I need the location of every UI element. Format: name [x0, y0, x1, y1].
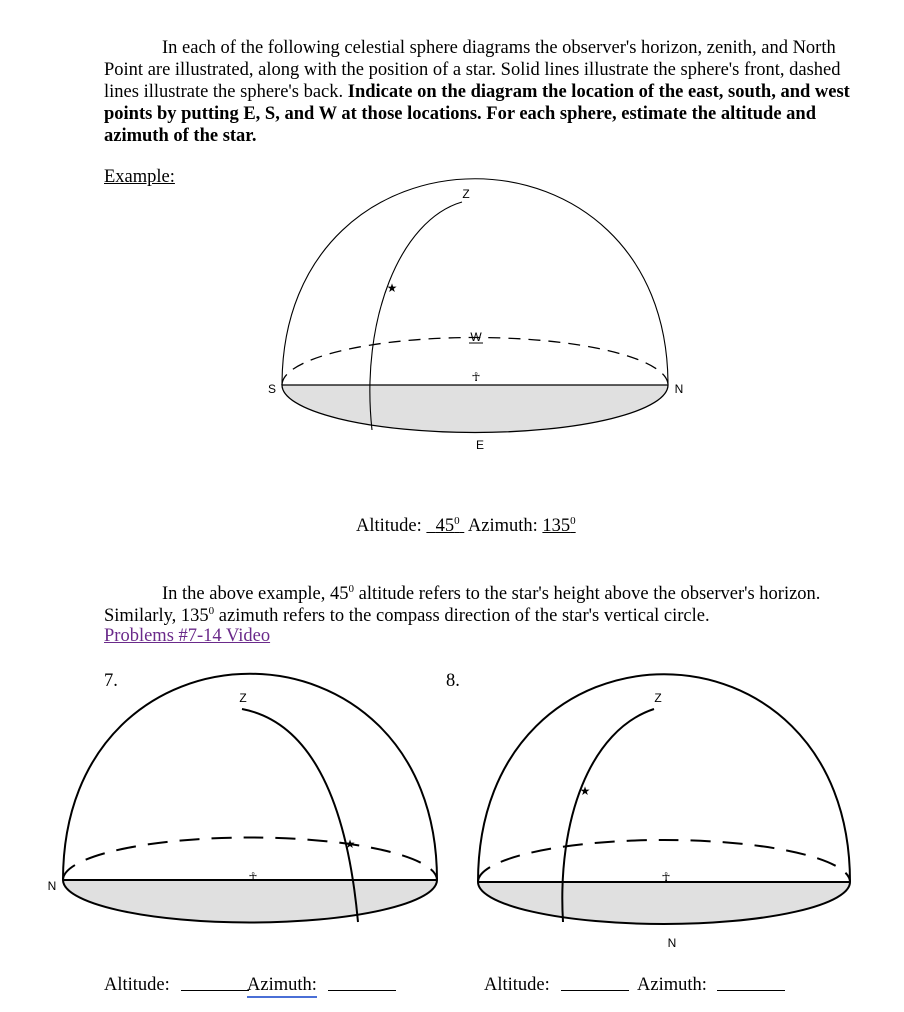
example-observer-icon: ☥	[471, 370, 481, 384]
example-heading: Example:	[104, 167, 175, 187]
problem-8-observer-icon: ☥	[661, 870, 671, 884]
example-east-label: E	[475, 438, 485, 452]
problem-7-north-label: N	[47, 879, 57, 893]
problem-8-horizon-front	[478, 882, 850, 924]
example-north-label: N	[674, 382, 684, 396]
example-west-label: W	[470, 330, 482, 344]
example-zenith-label: Z	[462, 187, 470, 201]
example-sphere	[268, 179, 683, 452]
example-altitude-value: $45^0$	[435, 515, 460, 536]
problem-7-sphere	[48, 674, 437, 923]
problem-7-azimuth-label: Azimuth:	[247, 975, 317, 998]
problem-7-zenith-label: Z	[239, 691, 247, 705]
problem-8-azimuth-label: Azimuth:	[637, 975, 707, 995]
problem-8-number: 8.	[446, 671, 460, 691]
example-horizon-front	[282, 385, 668, 433]
instructions-bold-text: Indicate on the diagram the location of the east, south, and west points by putting E, S, and W at those locations. For each sphere, estimate the altitude and azimuth of the star.	[104, 82, 850, 146]
problem-8-zenith-label: Z	[654, 691, 662, 705]
problem-8-sphere	[478, 674, 850, 950]
problem-7-star-icon: ★	[344, 837, 356, 851]
example-south-label: S	[267, 382, 277, 396]
example-star-icon: ★	[386, 281, 398, 295]
explanation-paragraph: In the above example, $45^0$ altitude refers to the star's height above the observer's horizon. Similarly, $135^0$ azimuth refers to the compass direction of the star's vertical circle.	[104, 583, 821, 626]
example-azimuth-value: $135^0$	[542, 515, 576, 536]
problem-7-observer-icon: ☥	[248, 870, 258, 884]
example-dome-outline	[282, 179, 668, 385]
problem-7-horizon-front	[63, 880, 437, 922]
example-azimuth-label: Azimuth:	[467, 516, 538, 536]
problem-8-altitude-label: Altitude:	[484, 975, 550, 995]
problems-video-link[interactable]: Problems #7-14 Video	[104, 626, 271, 646]
problem-8-north-label: N	[667, 936, 677, 950]
problem-8-star-icon: ★	[579, 784, 591, 798]
example-altitude-label: Altitude:	[356, 516, 422, 536]
problem-8-dome-outline	[478, 674, 850, 882]
problem-7-altitude-label: Altitude:	[104, 975, 170, 995]
problem-7-number: 7.	[104, 671, 118, 691]
instructions-text: In each of the following celestial sphere diagrams the observer's horizon, zenith, and North Point are illustrated, along with the position of a star. Solid lines illustrate the sphere's front, dashed lines illustrate the sphere's back.	[104, 38, 841, 102]
